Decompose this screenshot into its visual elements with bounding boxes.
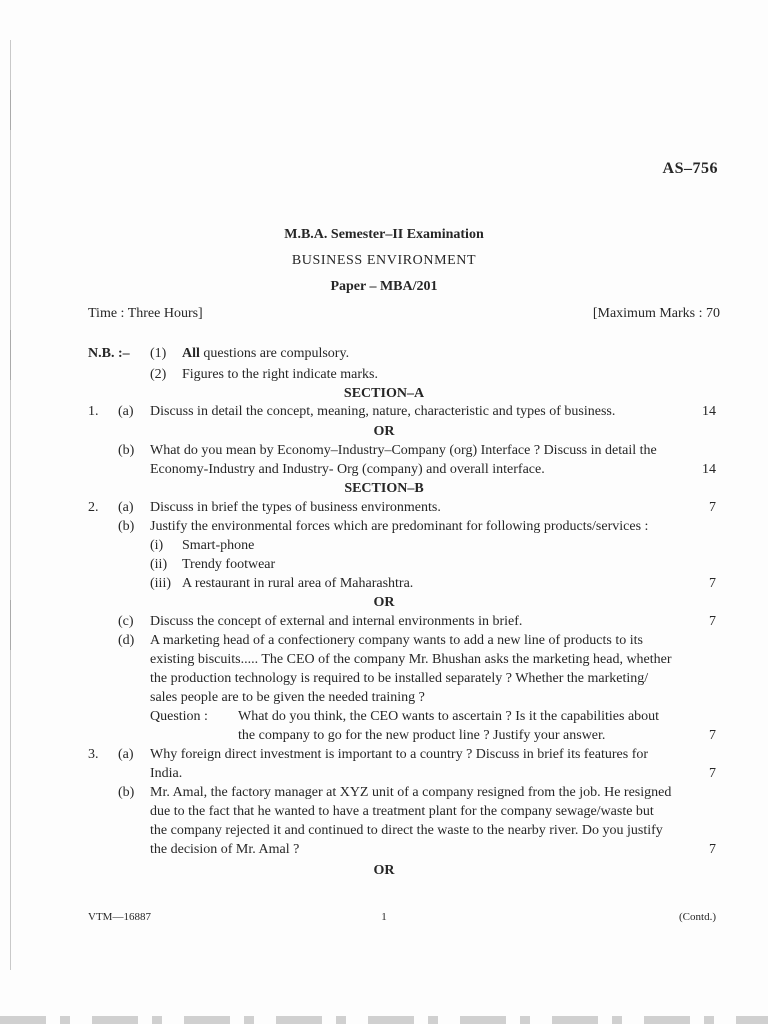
marks: 7 xyxy=(709,576,716,591)
page-number: 1 xyxy=(381,911,387,923)
question-label: Question : xyxy=(150,709,208,724)
question-text: Discuss in brief the types of business environments. xyxy=(150,500,441,515)
paper-number: Paper – MBA/201 xyxy=(330,279,438,294)
footer-code: VTM—16887 xyxy=(88,911,151,923)
question-text: Discuss the concept of external and internal environments in brief. xyxy=(150,614,523,629)
or-separator: OR xyxy=(373,863,395,878)
question-text: due to the fact that he wanted to have a treatment plant for the company sewage/waste but xyxy=(150,804,654,819)
marks: 14 xyxy=(702,404,716,419)
question-text: Economy-Industry and Industry- Org (company) and overall interface. xyxy=(150,462,545,477)
scan-edge-line xyxy=(10,40,11,970)
question-text: sales people are to be given the needed training ? xyxy=(150,690,425,705)
continued-label: (Contd.) xyxy=(679,911,716,923)
question-text: existing biscuits..... The CEO of the company Mr. Bhushan asks the marketing head, whether xyxy=(150,652,672,667)
part-label: (b) xyxy=(118,519,135,534)
marks: 7 xyxy=(709,614,716,629)
note-text: Figures to the right indicate marks. xyxy=(182,367,378,382)
scan-mark xyxy=(10,330,11,380)
question-text: What do you think, the CEO wants to ascertain ? Is it the capabilities about xyxy=(238,709,660,724)
sub-item-text: Smart-phone xyxy=(182,538,255,553)
paper-code: AS–756 xyxy=(662,160,718,177)
marks: 7 xyxy=(709,766,716,781)
marks: 14 xyxy=(702,462,716,477)
section-a-heading: SECTION–A xyxy=(343,386,425,401)
question-number: 2. xyxy=(88,500,99,515)
question-number: 3. xyxy=(88,747,99,762)
question-text: India. xyxy=(150,766,183,781)
part-label: (c) xyxy=(118,614,134,629)
question-number: 1. xyxy=(88,404,99,419)
marks: 7 xyxy=(709,500,716,515)
question-text: Justify the environmental forces which are predominant for following products/services : xyxy=(150,519,649,534)
scan-bottom-edge xyxy=(0,1016,768,1024)
marks: 7 xyxy=(709,842,716,857)
or-separator: OR xyxy=(373,595,395,610)
sub-item-number: (i) xyxy=(150,538,164,553)
note-number: (2) xyxy=(150,367,167,382)
or-separator: OR xyxy=(373,424,395,439)
maximum-marks: [Maximum Marks : 70 xyxy=(592,306,720,321)
part-label: (b) xyxy=(118,785,135,800)
part-label: (a) xyxy=(118,500,134,515)
question-text: the decision of Mr. Amal ? xyxy=(150,842,300,857)
sub-item-number: (ii) xyxy=(150,557,168,572)
note-text xyxy=(182,346,349,362)
part-label: (d) xyxy=(118,633,135,648)
question-text: the company rejected it and continued to direct the waste to the nearby river. Do you justify xyxy=(150,823,663,838)
part-label: (a) xyxy=(118,747,134,762)
question-text: Discuss in detail the concept, meaning, nature, characteristic and types of business. xyxy=(150,404,616,419)
sub-item-number: (iii) xyxy=(150,576,171,591)
sub-item-text: A restaurant in rural area of Maharashtra. xyxy=(182,576,414,591)
note-text-rest: questions are compulsory. xyxy=(199,346,350,361)
marks: 7 xyxy=(709,728,716,743)
exam-title: M.B.A. Semester–II Examination xyxy=(284,227,484,242)
question-text: A marketing head of a confectionery company wants to add a new line of products to its xyxy=(150,633,643,648)
note-number: (1) xyxy=(150,346,167,361)
part-label: (b) xyxy=(118,443,135,458)
part-label: (a) xyxy=(118,404,134,419)
question-text: the company to go for the new product line ? Justify your answer. xyxy=(238,728,606,743)
nb-label: N.B. :– xyxy=(88,346,130,361)
question-text: the production technology is required to be installed separately ? Whether the marketing/ xyxy=(150,671,649,686)
sub-item-text: Trendy footwear xyxy=(182,557,276,572)
question-text: Why foreign direct investment is important to a country ? Discuss in brief its features for xyxy=(150,747,649,762)
section-b-heading: SECTION–B xyxy=(344,481,424,496)
time-allowed: Time : Three Hours] xyxy=(88,306,203,321)
subject-title: BUSINESS ENVIRONMENT xyxy=(291,253,477,268)
scan-mark xyxy=(10,90,11,130)
note-bold: All xyxy=(182,346,200,361)
question-text: What do you mean by Economy–Industry–Company (org) Interface ? Discuss in detail the xyxy=(150,443,657,458)
question-text: Mr. Amal, the factory manager at XYZ unit of a company resigned from the job. He resigned xyxy=(150,785,672,800)
